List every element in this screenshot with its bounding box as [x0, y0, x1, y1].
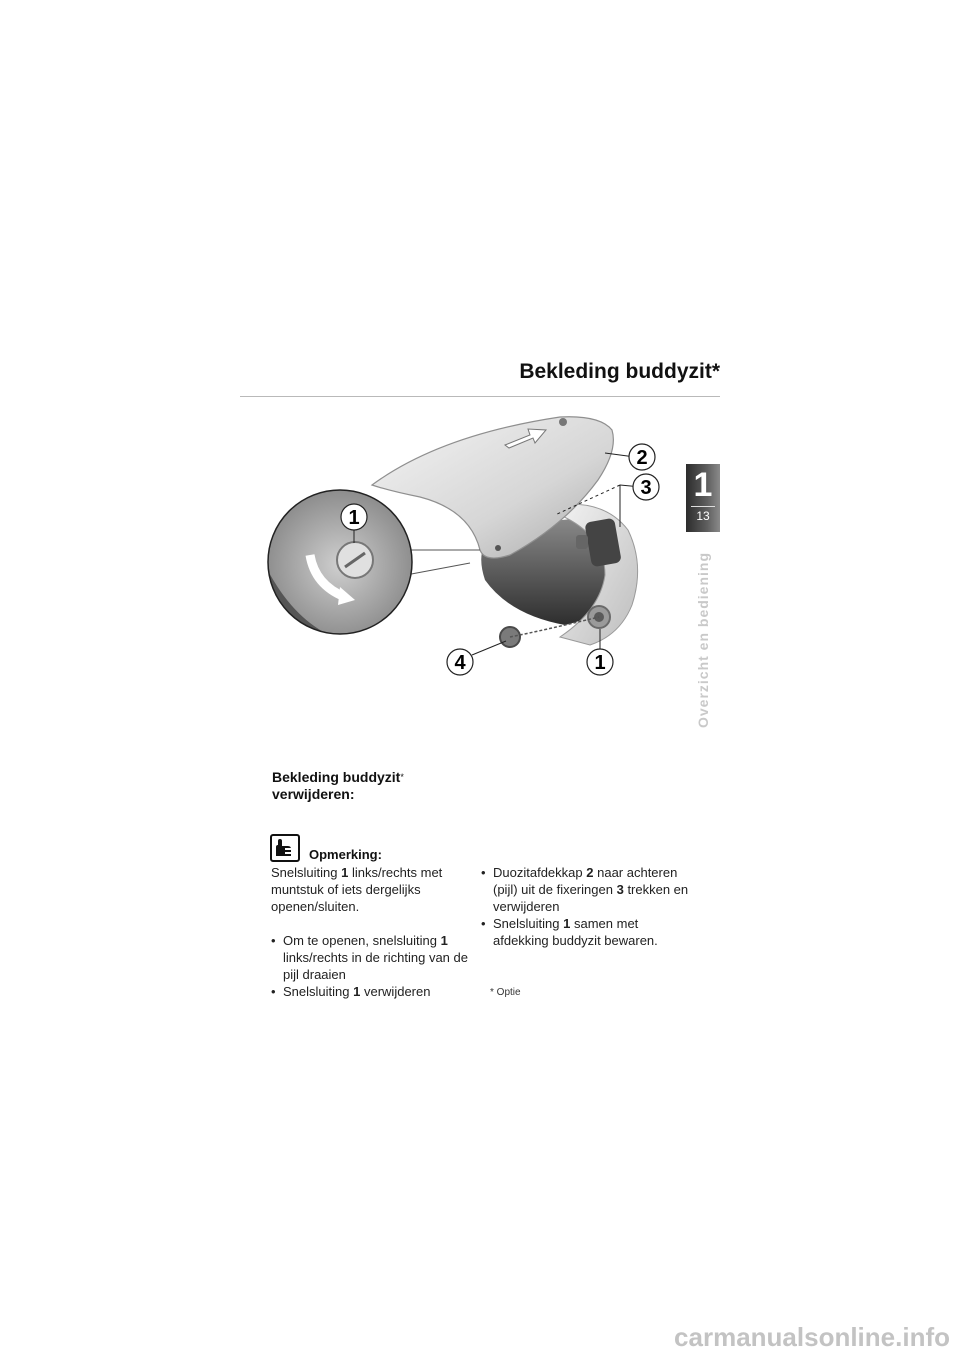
svg-text:1: 1 — [348, 507, 360, 529]
left-bullet-list — [271, 932, 476, 1000]
callout-2 — [629, 444, 655, 470]
section-heading-line1: Bekleding buddyzit — [272, 769, 401, 785]
right-bullet-list — [481, 864, 691, 949]
watermark: carmanualsonline.info — [674, 1322, 950, 1352]
title-divider — [240, 396, 720, 397]
chapter-side-label: Overzicht en bediening — [695, 551, 711, 729]
note-label: Opmerking: — [309, 847, 382, 862]
svg-text:4: 4 — [454, 652, 466, 674]
svg-text:2: 2 — [636, 447, 648, 469]
list-item: • Snelsluiting 1 samen met afdekking buddyzit bewaren. — [481, 915, 691, 949]
footnote: * Optie — [490, 987, 521, 998]
callout-4 — [447, 649, 473, 675]
right-column — [481, 864, 691, 949]
callout-1 — [587, 649, 613, 675]
chapter-number: 1 — [693, 466, 713, 504]
list-item: • Om te openen, snelsluiting 1 links/rechts in de richting van de pijl draaien — [271, 932, 476, 983]
section-heading — [272, 769, 472, 803]
page-title: Bekleding buddyzit* — [519, 360, 720, 383]
seat-cover-illustration — [260, 405, 680, 705]
page-number: 13 — [696, 509, 710, 523]
section-heading-line2: verwijderen: — [272, 786, 355, 802]
callout-3 — [633, 474, 659, 500]
left-column — [271, 864, 476, 1000]
chapter-divider — [691, 506, 715, 507]
note-hand-icon — [270, 834, 300, 862]
intro-paragraph: Snelsluiting 1 links/rechts met muntstuk of iets dergelijks openen/sluiten. — [271, 865, 443, 914]
svg-text:1: 1 — [594, 652, 606, 674]
svg-text:3: 3 — [640, 477, 652, 499]
list-item: • Duozitafdekkap 2 naar achteren (pijl) uit de fixeringen 3 trekken en verwijderen — [481, 864, 691, 915]
quick-release-zoom — [260, 485, 420, 645]
section-heading-star: * — [400, 772, 404, 782]
list-item: • Snelsluiting 1 verwijderen — [271, 983, 476, 1000]
